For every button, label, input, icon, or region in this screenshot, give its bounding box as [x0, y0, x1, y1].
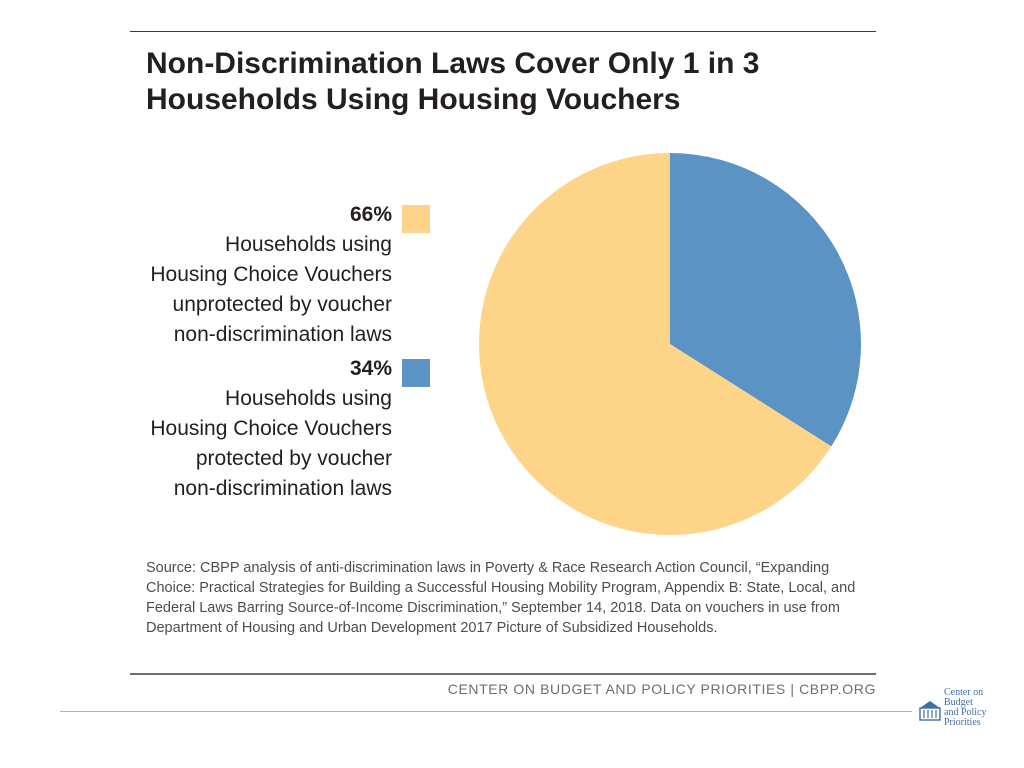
logo-line-2: Budget: [944, 697, 973, 708]
legend-swatch-unprotected: [402, 205, 430, 233]
legend: [120, 200, 430, 504]
footer-blue-rule: [60, 711, 912, 712]
legend-label-protected: Households using Housing Choice Vouchers protected by voucher non-discrimination laws: [150, 387, 392, 500]
top-divider: [130, 31, 876, 32]
source-note: Source: CBPP analysis of anti-discrimination laws in Poverty & Race Research Action Council, “Expanding Choice: Practical Strategies for Building a Successful Housing Mobility Program, Appendix B: State, Local, and Federal Laws Barring Source-of-Income Discrimination,” September 14, 2018. Data on vouchers in use from Department of Housing and Urban Development 2017 Picture of Subsidized Households.: [146, 560, 856, 636]
pie-chart: [470, 148, 870, 548]
logo-line-4: Priorities: [944, 717, 981, 728]
legend-value-protected: 34%: [349, 357, 392, 380]
bottom-divider: [130, 673, 876, 675]
legend-entry-protected: [120, 354, 430, 504]
legend-label-unprotected: Households using Housing Choice Vouchers unprotected by voucher non-discrimination laws: [150, 233, 392, 346]
logo-line-1: Center on: [944, 687, 984, 698]
legend-entry-unprotected: [120, 200, 430, 350]
chart-title: Non-Discrimination Laws Cover Only 1 in 3 Households Using Housing Vouchers: [146, 47, 760, 116]
logo-line-3: and Policy: [944, 707, 987, 718]
logo-wordmark: [944, 688, 987, 728]
legend-swatch-protected: [402, 359, 430, 387]
legend-value-unprotected: 66%: [349, 203, 392, 226]
capitol-icon: [918, 698, 942, 722]
cbpp-logo: [918, 688, 994, 732]
footer-credit: CENTER ON BUDGET AND POLICY PRIORITIES | CBPP.ORG: [447, 681, 876, 697]
